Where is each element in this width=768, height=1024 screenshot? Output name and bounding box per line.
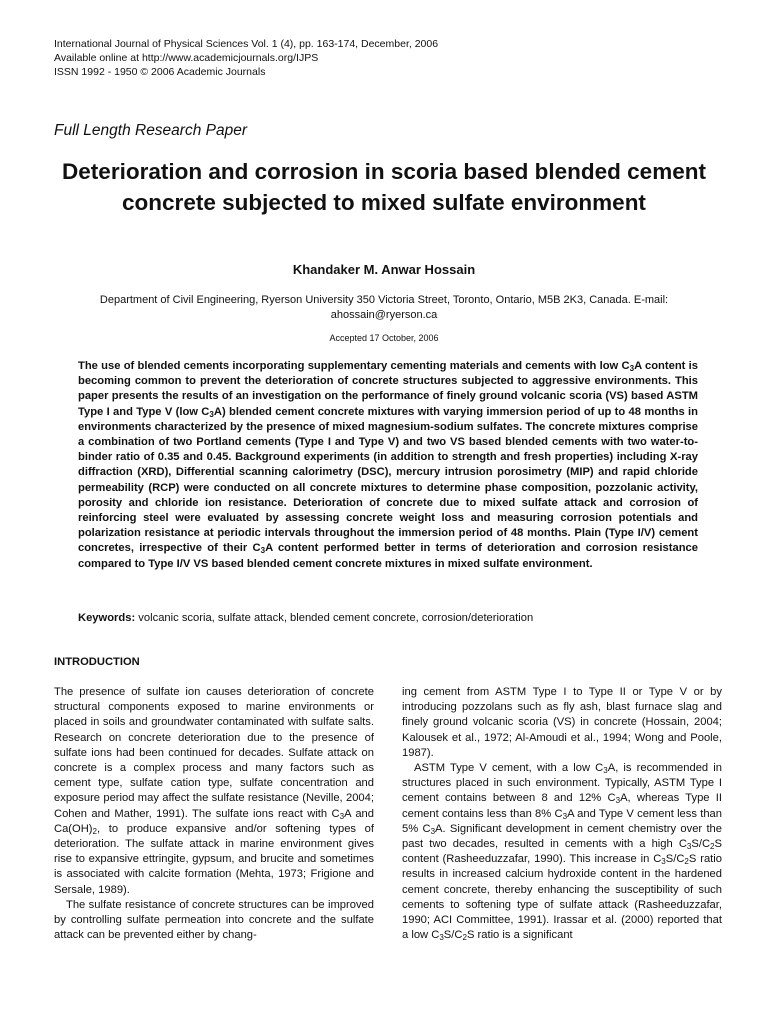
abstract xyxy=(78,359,698,572)
subscript: 3 xyxy=(629,364,635,374)
body-column-right xyxy=(402,685,722,943)
abstract-text: A) blended cement concrete mixtures with varying immersion period of up to 48 months in environments characterized by the presence of mixed magnesium-sodium sulfates. The concrete mixtures comprise a combination of two Portland cements (Type I and Type V) and two VS based blended cements with two water-to-binder ratio of 0.35 and 0.45. Background experiments (in addition to strength and fresh properties) including X-ray diffraction (XRD), Differential scanning calorimetry (DSC), mercury intrusion porosimetry (MIP) and rapid chloride permeability (RCP) were conducted on all concrete mixtures to determine phase composition, pozzolanic activity, porosity and chloride ion resistance. Deterioration of concrete due to mixed sulfate attack and corrosion of reinforcing steel were evaluated by assessing concrete weight loss and measuring corrosion potentials and polarization resistance at periodic intervals throughout the immersion period of 48 months. Plain (Type I/V) cement concretes, irrespective of their C xyxy=(78,405,698,555)
subscript: 2 xyxy=(92,826,98,836)
subscript: 3 xyxy=(209,409,214,419)
paragraph xyxy=(402,761,722,943)
journal-citation: International Journal of Physical Sciences Vol. 1 (4), pp. 163-174, December, 2006 xyxy=(54,38,439,50)
subscript: 3 xyxy=(686,842,692,852)
subscript: 3 xyxy=(615,796,621,806)
subscript: 3 xyxy=(439,933,444,943)
paragraph-text: ASTM Type V cement, with a low C xyxy=(414,762,604,775)
paragraph xyxy=(54,685,374,898)
keywords-text: volcanic scoria, sulfate attack, blended cement concrete, corrosion/deterioration xyxy=(135,612,534,624)
subscript: 2 xyxy=(710,842,715,852)
author-affiliation: Department of Civil Engineering, Ryerson University 350 Victoria Street, Toronto, Ontario, M5B 2K3, Canada. E-mail: ahossain@ryerson.ca xyxy=(99,294,669,321)
paragraph-text: A, whereas Type II cement contains less than 8% C xyxy=(402,792,722,820)
subscript: 3 xyxy=(260,546,266,556)
paragraph-text: S/C xyxy=(691,838,711,851)
journal-url: Available online at http://www.academicjournals.org/IJPS xyxy=(54,52,319,64)
keywords xyxy=(78,612,698,624)
author-name: Khandaker M. Anwar Hossain xyxy=(292,262,476,277)
abstract-text: A content performed better in terms of deterioration and corrosion resistance compared to Type I/V VS based blended cement concrete mixtures in mixed sulfate environment. xyxy=(78,542,698,570)
section-heading-introduction: INTRODUCTION xyxy=(54,656,140,668)
subscript: 3 xyxy=(339,811,345,821)
subscript: 3 xyxy=(661,857,666,867)
subscript: 3 xyxy=(562,811,568,821)
paragraph-text: A. Significant development in cement chemistry over the past two decades, resulted in cements with a high C xyxy=(402,822,722,851)
paragraph-text: A, is recommended in structures placed in such environment. Typically, ASTM Type I cement contains between 8 and 12% C xyxy=(402,762,722,805)
paragraph: The sulfate resistance of concrete structures can be improved by controlling sulfate permeation into concrete and the sulfate attack can be prevented either by chang- xyxy=(54,898,374,942)
paper-title: Deterioration and corrosion in scoria based blended cement concrete subjected to mixed sulfate environment xyxy=(62,159,706,215)
paragraph-text: A and Type V cement less than 5% C xyxy=(402,807,722,835)
abstract-text: The use of blended cements incorporating supplementary cementing materials and cements with low C xyxy=(78,360,630,372)
abstract-text: A content is becoming common to prevent the deterioration of concrete structures subjected to aggressive environments. This paper presents the results of an investigation on the performance of finely ground volcanic scoria (VS) based ASTM Type I and Type V (low C xyxy=(78,360,698,418)
paragraph: ing cement from ASTM Type I to Type II or Type V or by introducing pozzolans such as fly ash, blast furnace slag and finely ground volcanic scoria (VS) in concrete (Hossain, 2004; Kalousek et al., 1972; Al-Amoudi et al., 1994; Wong and Poole, 1987). xyxy=(402,686,722,759)
paper-type: Full Length Research Paper xyxy=(54,122,248,139)
subscript: 3 xyxy=(430,826,436,836)
body-column-left xyxy=(54,685,374,943)
subscript: 2 xyxy=(684,857,689,867)
accepted-date: Accepted 17 October, 2006 xyxy=(329,333,439,343)
paragraph-text: , to produce expansive and/or softening types of deterioration. The sulfate attack in marine environment gives rise to expansive ettringite, gypsum, and brucite and sometimes is associated with calcite formation (Mehta, 1973; Frigione and Sersale, 1989). xyxy=(54,822,374,896)
journal-header xyxy=(54,37,438,79)
paragraph-text: S content (Rasheeduzzafar, 1990). This increase in C xyxy=(402,838,722,866)
journal-issn: ISSN 1992 - 1950 © 2006 Academic Journals xyxy=(54,66,266,78)
paragraph-text: S ratio results in increased calcium hydroxide content in the hardened cement concrete, thereby enhancing the susceptibility of such cements to softening type of sulfate attack (Rasheeduzzafar, 1990; ACI Committee, 1991). Irassar et al. (2000) reported that a low C xyxy=(402,853,722,942)
paragraph-text: The presence of sulfate ion causes deterioration of concrete structural components exposed to marine environments or placed in soils and groundwater contaminated with sulfate salts. Research on concrete deterioration due to the presence of sulfate ions had been continued for decades. Sulfate attack on concrete is a complex process and many factors such as cement type, sulfate cation type, sulfate concentration and exposure period may affect the sulfate resistance (Neville, 2004; Cohen and Mather, 1991). The sulfate ions react with C xyxy=(54,686,374,820)
paragraph-text: S/C xyxy=(665,853,685,866)
subscript: 3 xyxy=(603,766,608,776)
paragraph-text: S ratio is a significant xyxy=(466,929,573,942)
paragraph-text: S/C xyxy=(443,929,463,942)
keywords-label: Keywords: xyxy=(78,612,136,624)
paragraph-text: A and Ca(OH) xyxy=(54,807,374,835)
subscript: 2 xyxy=(462,933,467,943)
